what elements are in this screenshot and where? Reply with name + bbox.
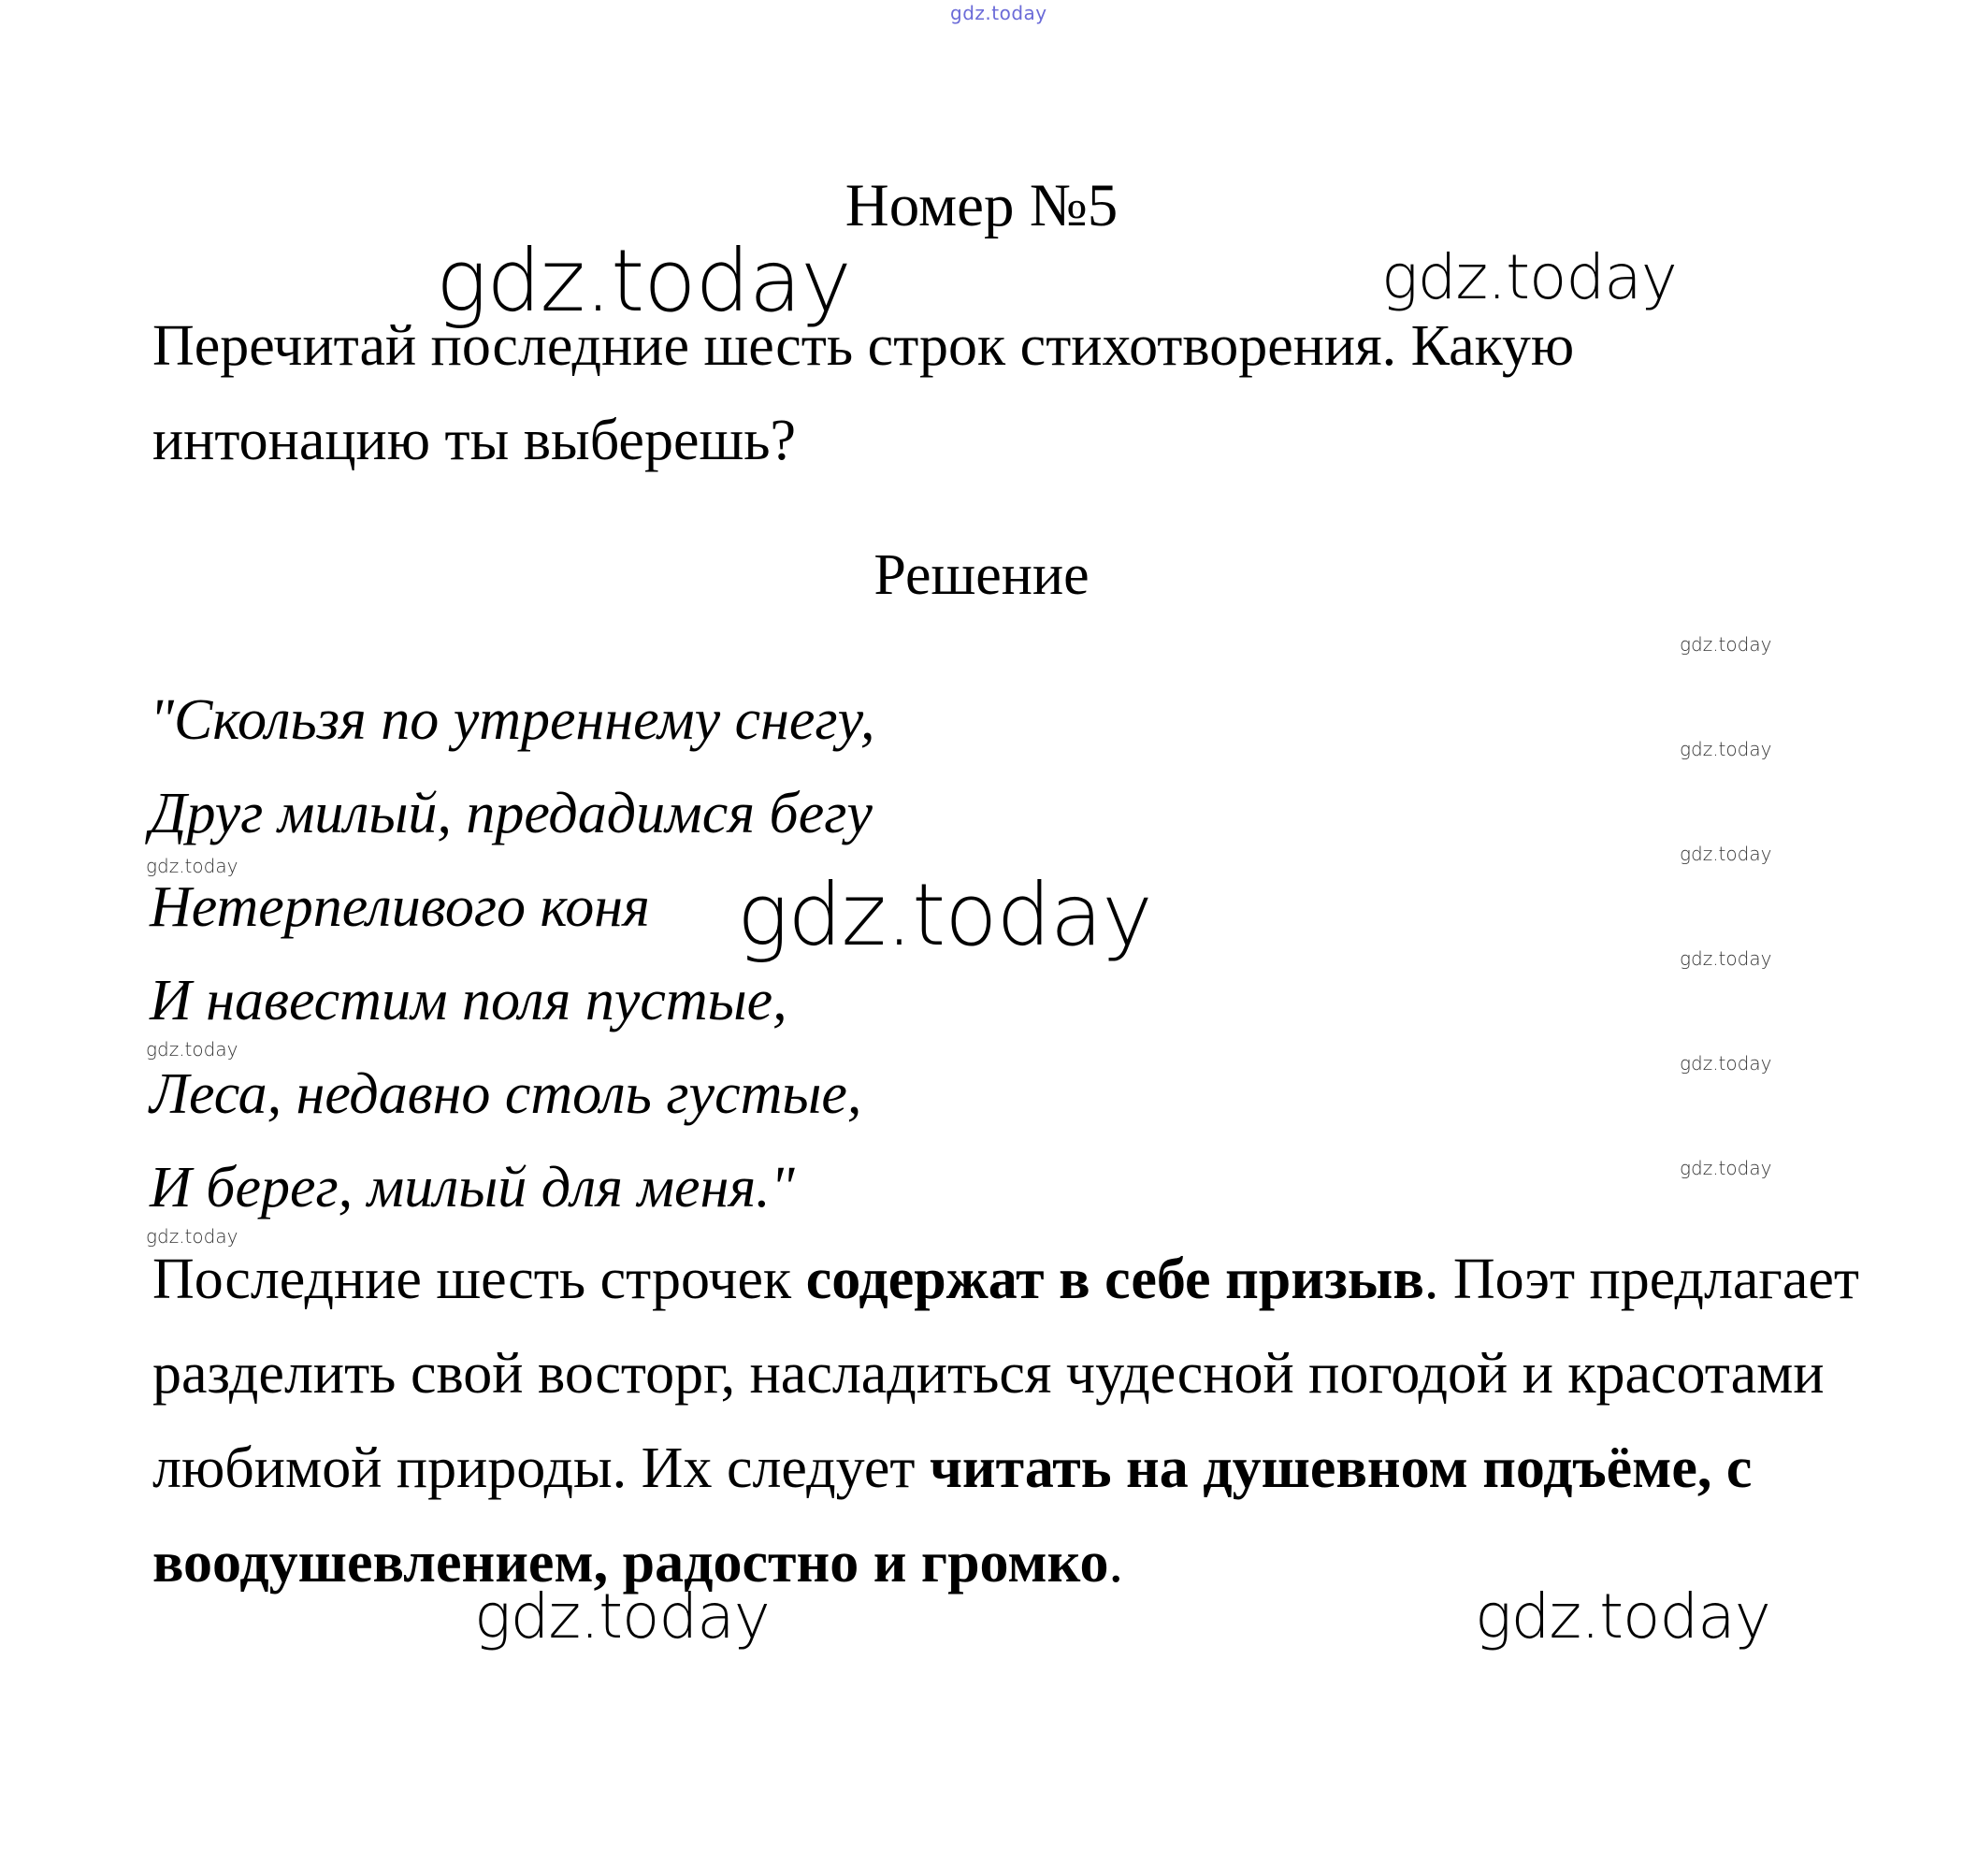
watermark: gdz.today bbox=[436, 231, 851, 331]
answer-text: Последние шесть строчек bbox=[152, 1248, 806, 1311]
answer-emphasis: читать на душевном подъёме, с воодушевлением, радостно и громко bbox=[152, 1436, 1753, 1595]
poem-line: Друг милый, предадимся бегу bbox=[150, 782, 873, 845]
answer-text: . bbox=[1108, 1531, 1124, 1595]
poem-line: И берег, милый для меня." bbox=[150, 1156, 795, 1219]
poem-line: Леса, недавно столь густые, bbox=[150, 1062, 862, 1126]
answer-emphasis: содержат в себе призыв bbox=[805, 1248, 1424, 1311]
watermark: gdz.today bbox=[1475, 1580, 1770, 1652]
watermark: gdz.today bbox=[737, 865, 1152, 965]
watermark: gdz.today bbox=[1381, 241, 1677, 313]
watermark: gdz.today bbox=[1680, 1157, 1772, 1179]
answer-text: . Поэт предлагает разделить свой восторг, насладиться чудесной погодой и красотами любимой природы. Их следует bbox=[152, 1248, 1859, 1500]
watermark: gdz.today bbox=[1680, 738, 1772, 760]
task-question: Перечитай последние шесть строк стихотворения. Какую интонацию ты выберешь? bbox=[152, 314, 1575, 472]
watermark: gdz.today bbox=[146, 1038, 238, 1061]
watermark: gdz.today bbox=[1680, 843, 1772, 865]
watermark: gdz.today bbox=[474, 1580, 770, 1652]
poem-line: "Скользя по утреннему снегу, bbox=[150, 688, 875, 752]
watermark: gdz.today bbox=[146, 1225, 238, 1248]
solution-title: Решение bbox=[873, 543, 1090, 607]
watermark: gdz.today bbox=[1680, 947, 1772, 970]
answer-paragraph bbox=[152, 1233, 1892, 1610]
poem-line: Нетерпеливого коня bbox=[150, 875, 650, 939]
watermark: gdz.today bbox=[1680, 1052, 1772, 1075]
watermark: gdz.today bbox=[146, 855, 238, 877]
watermark: gdz.today bbox=[1680, 633, 1772, 656]
task-title: Номер №5 bbox=[844, 172, 1119, 239]
site-mark: gdz.today bbox=[950, 2, 1047, 24]
poem-line: И навестим поля пустые, bbox=[150, 969, 787, 1032]
